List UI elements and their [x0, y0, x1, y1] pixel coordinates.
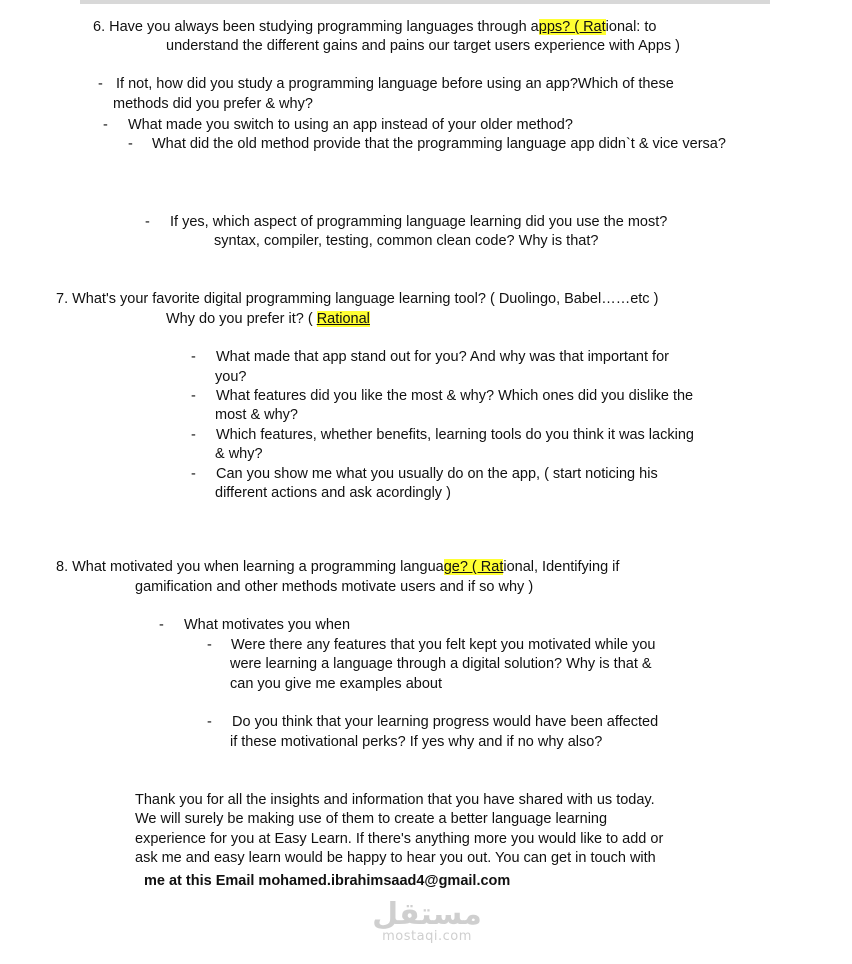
bullet-dash: -	[207, 637, 212, 653]
rationale-highlight-char: t	[601, 19, 606, 35]
q6-sub4-line2: syntax, compiler, testing, common clean code? Why is that?	[214, 233, 599, 249]
q8-heading-line2: gamification and other methods motivate users and if so why )	[135, 579, 534, 595]
watermark-logo	[372, 897, 482, 944]
q7-bullet2-line1: What features did you like the most & why? Which ones did you dislike the	[216, 388, 694, 404]
q8-heading-line1: 8. What motivated you when learning a programming language? ( Rational, Identifying if	[56, 559, 620, 575]
q6-sub3: What did the old method provide that the programming language app didn`t & vice versa?	[152, 136, 726, 152]
q8-s2-line1: Do you think that your learning progress would have been affected	[232, 714, 659, 730]
contact-email: me at this Email mohamed.ibrahimsaad4@gmail.com	[144, 873, 511, 889]
closing-line3: experience for you at Easy Learn. If there's anything more you would like to add or	[135, 831, 664, 847]
q6-sub2: What made you switch to using an app instead of your older method?	[128, 117, 573, 133]
bullet-dash: -	[207, 714, 212, 730]
q7-heading-line1: 7. What's your favorite digital programming language learning tool? ( Duolingo, Babel……etc )	[56, 291, 659, 307]
q8-sub1: What motivates you when	[184, 617, 351, 633]
bullet-dash: -	[191, 466, 196, 482]
q7-bullet4-line2: different actions and ask acordingly )	[215, 485, 451, 501]
q7-bullet3-line2: & why?	[215, 446, 263, 462]
q7-bullet2-line2: most & why?	[215, 407, 298, 423]
rationale-highlight: ge? ( Rat	[443, 559, 504, 575]
q7-bullet1-line2: you?	[215, 369, 247, 385]
q8-s1-line1: Were there any features that you felt kept you motivated while you	[231, 637, 656, 653]
q6-sub4-line1: If yes, which aspect of programming language learning did you use the most?	[170, 214, 668, 230]
watermark-latin: mostaqi.com	[382, 929, 472, 944]
q6-sub1-line2: methods did you prefer & why?	[113, 96, 313, 112]
q8-s2-line2: if these motivational perks? If yes why and if no why also?	[230, 734, 603, 750]
bullet-dash: -	[191, 349, 196, 365]
q8-s1-line3: can you give me examples about	[230, 676, 442, 692]
closing-line2: We will surely be making use of them to create a better language learning	[135, 811, 608, 827]
bullet-dash: -	[98, 76, 103, 92]
q8-s1-line2: were learning a language through a digital solution? Why is that &	[230, 656, 652, 672]
q6-heading-line2: understand the different gains and pains our target users experience with Apps )	[166, 38, 680, 54]
page-top-border	[80, 0, 770, 4]
closing-line1: Thank you for all the insights and information that you have shared with us today.	[135, 792, 655, 808]
q7-bullet1-line1: What made that app stand out for you? And why was that important for	[216, 349, 669, 365]
bullet-dash: -	[128, 136, 133, 152]
bullet-dash: -	[159, 617, 164, 633]
rationale-highlight: Rational	[316, 311, 370, 327]
q7-bullet3-line1: Which features, whether benefits, learning tools do you think it was lacking	[216, 427, 694, 443]
q6-heading-line1: 6. Have you always been studying programming languages through apps? ( Rational: to	[93, 19, 657, 35]
bullet-dash: -	[103, 117, 108, 133]
closing-line4: ask me and easy learn would be happy to hear you out. You can get in touch with	[135, 850, 656, 866]
bullet-dash: -	[191, 388, 196, 404]
q7-heading-line2: Why do you prefer it? ( Rational	[166, 311, 370, 327]
rationale-highlight: pps? ( Ra	[538, 19, 602, 35]
bullet-dash: -	[145, 214, 150, 230]
q6-sub1-line1: If not, how did you study a programming language before using an app?Which of these	[116, 76, 674, 92]
q7-bullet4-line1: Can you show me what you usually do on the app, ( start noticing his	[216, 466, 658, 482]
watermark-arabic: مستقل	[372, 897, 482, 932]
bullet-dash: -	[191, 427, 196, 443]
